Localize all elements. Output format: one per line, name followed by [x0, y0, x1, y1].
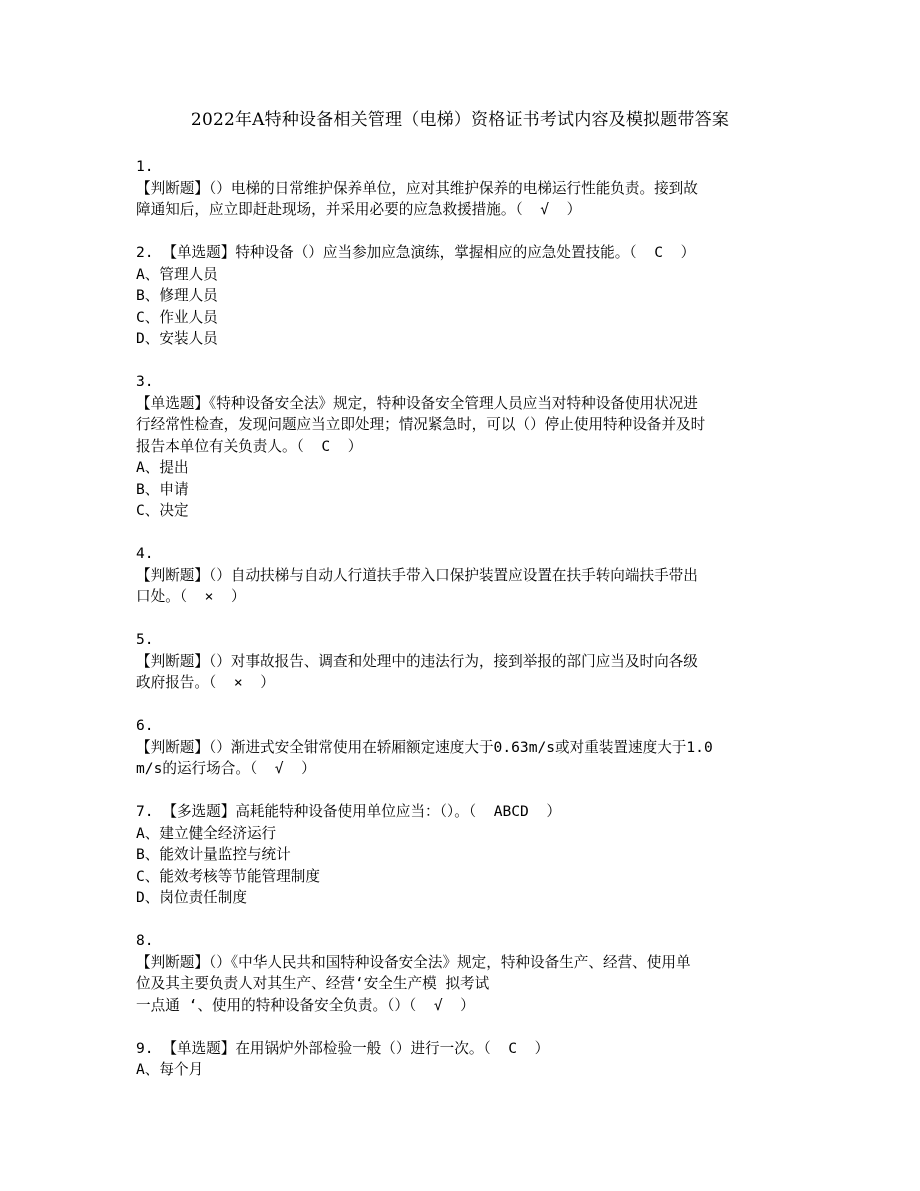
question-text: 一点通 ‘、使用的特种设备安全负责。（）（ √ ）: [136, 996, 475, 1014]
question-text: 口处。（ × ）: [136, 588, 246, 605]
question-text: 【判断题】（）《中华人民共和国特种设备安全法》规定，特种设备生产、经营、使用单: [136, 953, 691, 971]
question-text: 障通知后，应立即赶赴现场，并采用必要的应急救援措施。（ √ ）: [136, 201, 582, 218]
question-list: [136, 156, 786, 1102]
question-text: 【判断题】（）自动扶梯与自动人行道扶手带入口保护装置应设置在扶手转向端扶手带出: [136, 566, 698, 584]
question-8: [136, 930, 786, 1016]
question-5: [136, 629, 786, 694]
question-number: 1.: [136, 158, 154, 175]
question-number: 5.: [136, 631, 154, 648]
question-number: 8.: [136, 932, 154, 949]
question-text: 报告本单位有关负责人。（ C ）: [136, 437, 363, 455]
question-4: [136, 543, 786, 608]
question-text: 【单选题】《特种设备安全法》规定，特种设备安全管理人员应当对特种设备使用状况进: [136, 394, 698, 412]
option-b: B、修理人员: [136, 287, 218, 304]
option-a: A、每个月: [136, 1061, 204, 1078]
question-number: 6.: [136, 717, 154, 734]
question-text: 【判断题】（）对事故报告、调查和处理中的违法行为，接到举报的部门应当及时向各级: [136, 652, 698, 670]
option-d: D、安装人员: [136, 330, 218, 347]
question-text: 行经常性检查，发现问题应当立即处理；情况紧急时，可以（）停止使用特种设备并及时: [136, 416, 706, 433]
option-c: C、决定: [136, 502, 189, 519]
question-text: 2. 【单选题】特种设备（）应当参加应急演练，掌握相应的应急处置技能。（ C ）: [136, 244, 696, 261]
question-text: m/s的运行场合。（ √ ）: [136, 760, 316, 777]
document-title: 2022年A特种设备相关管理（电梯）资格证书考试内容及模拟题带答案: [190, 110, 730, 130]
question-6: [136, 715, 786, 780]
question-text: 9. 【单选题】在用锅炉外部检验一般（）进行一次。（ C ）: [136, 1039, 550, 1057]
option-a: A、提出: [136, 459, 189, 476]
option-a: A、管理人员: [136, 265, 218, 283]
question-2: [136, 242, 786, 350]
question-text: 政府报告。（ × ）: [136, 674, 275, 691]
question-number: 4.: [136, 545, 154, 562]
question-text: 【判断题】（）电梯的日常维护保养单位，应对其维护保养的电梯运行性能负责。接到故: [136, 179, 698, 197]
option-c: C、作业人员: [136, 308, 218, 326]
question-text: 7. 【多选题】高耗能特种设备使用单位应当：（）。（ ABCD ）: [136, 803, 562, 820]
option-b: B、能效计量监控与统计: [136, 846, 291, 863]
question-text: 位及其主要负责人对其生产、经营‘安全生产模 拟考试: [136, 975, 490, 992]
question-1: [136, 156, 786, 221]
question-3: [136, 371, 786, 522]
option-d: D、岗位责任制度: [136, 889, 247, 906]
question-number: 3.: [136, 373, 154, 390]
option-a: A、建立健全经济运行: [136, 824, 277, 842]
question-9: [136, 1038, 786, 1081]
option-c: C、能效考核等节能管理制度: [136, 867, 320, 885]
question-text: 【判断题】（）渐进式安全钳常使用在轿厢额定速度大于0.63m/s或对重装置速度大于1.0: [136, 738, 713, 756]
option-b: B、申请: [136, 480, 189, 498]
question-7: [136, 801, 786, 909]
